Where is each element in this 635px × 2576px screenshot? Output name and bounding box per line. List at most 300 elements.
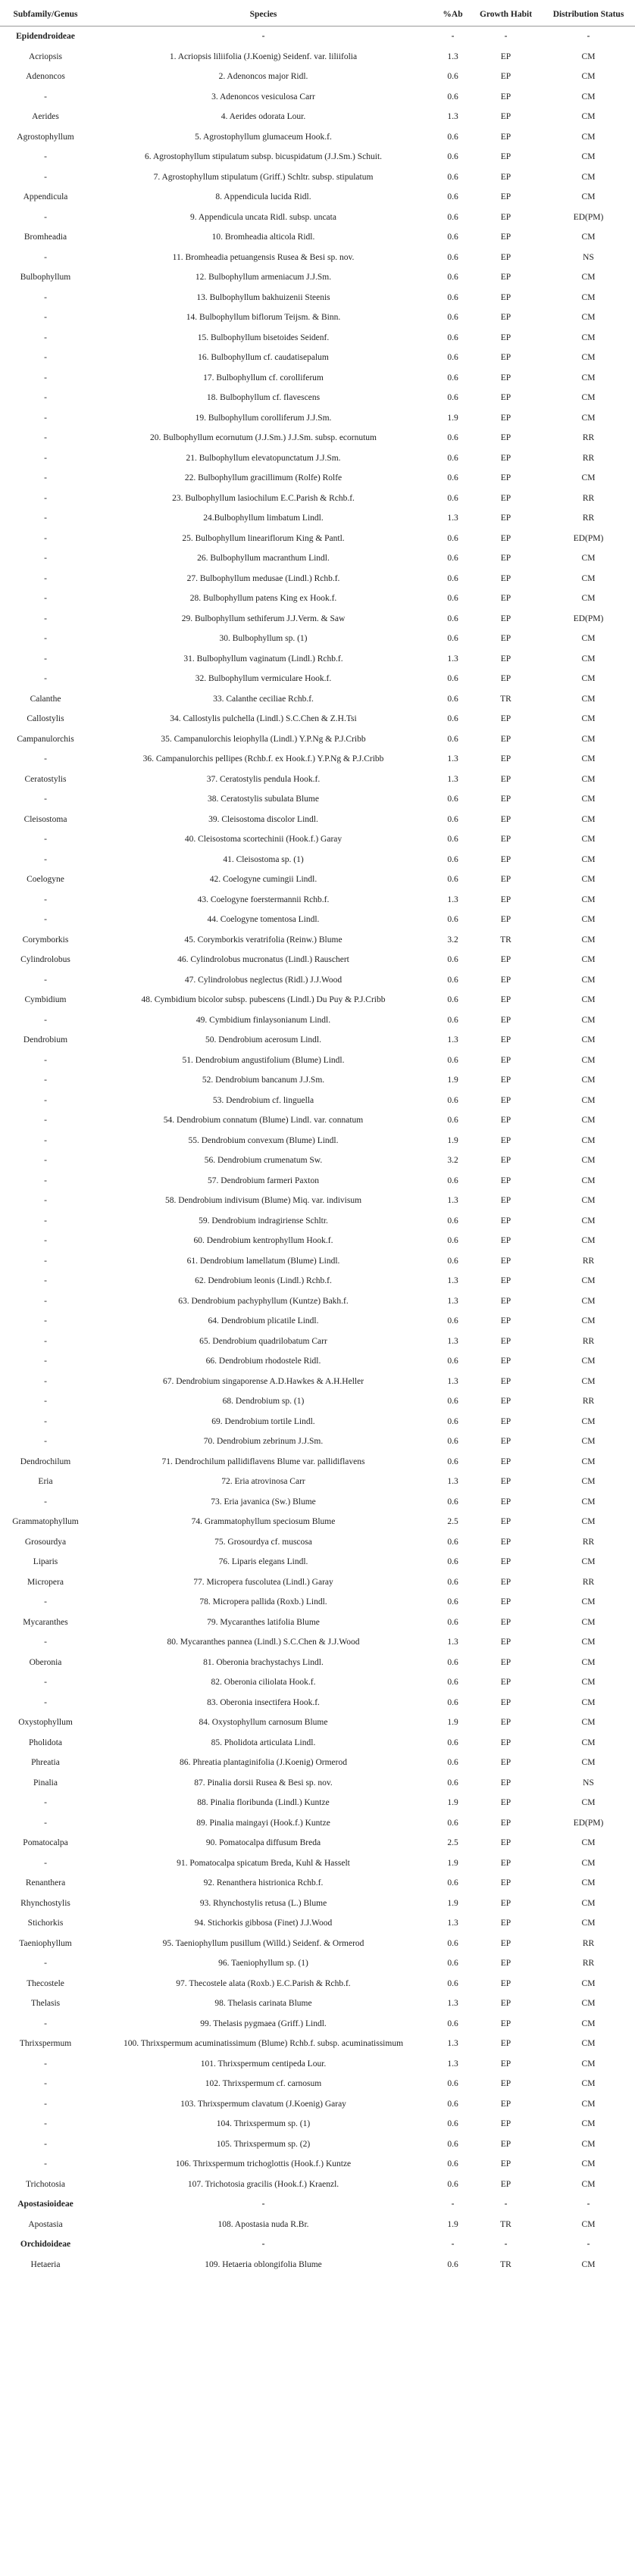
cell-species: 2. Adenoncos major Ridl. <box>218 72 308 82</box>
cell-genus: - <box>44 453 47 463</box>
cell-abundance: 0.6 <box>447 333 458 342</box>
cell-growth-habit: EP <box>500 594 511 604</box>
table-row <box>0 1894 635 1914</box>
table-row <box>0 1813 635 1834</box>
cell-species: 10. Bromheadia alticola Ridl. <box>211 233 315 242</box>
cell-genus: Bulbophyllum <box>20 273 71 283</box>
cell-distribution: CM <box>581 72 596 82</box>
cell-growth-habit: EP <box>500 1657 511 1667</box>
cell-genus: Grosourdya <box>24 1537 67 1547</box>
cell-genus: - <box>44 2119 47 2129</box>
cell-growth-habit: EP <box>500 955 511 965</box>
cell-genus: - <box>44 1336 47 1346</box>
cell-abundance: 0.6 <box>447 2179 458 2189</box>
cell-growth-habit: EP <box>500 273 511 283</box>
table-row <box>0 208 635 228</box>
table-row <box>0 1432 635 1452</box>
cell-genus: - <box>44 573 47 583</box>
cell-growth-habit: EP <box>500 1617 511 1627</box>
cell-species: 57. Dendrobium farmeri Paxton <box>208 1176 319 1185</box>
cell-species: 60. Dendrobium kentrophyllum Hook.f. <box>193 1236 333 1246</box>
cell-distribution: CM <box>581 875 596 885</box>
cell-species: 85. Pholidota articulata Lindl. <box>211 1738 316 1747</box>
cell-growth-habit: EP <box>500 1095 511 1105</box>
cell-distribution: CM <box>581 2039 596 2049</box>
cell-growth-habit: EP <box>500 1818 511 1828</box>
cell-growth-habit: EP <box>500 614 511 623</box>
cell-abundance: 0.6 <box>447 1357 458 1366</box>
table-row <box>0 1070 635 1091</box>
cell-distribution: CM <box>581 1858 596 1868</box>
cell-growth-habit: - <box>504 2240 508 2250</box>
cell-distribution: CM <box>581 694 596 704</box>
header-growth-habit: Growth Habit <box>470 3 542 27</box>
cell-abundance: 1.3 <box>447 1035 458 1045</box>
cell-genus: - <box>44 895 47 904</box>
cell-growth-habit: EP <box>500 393 511 403</box>
cell-abundance: 0.6 <box>447 533 458 543</box>
cell-abundance: 0.6 <box>447 1316 458 1326</box>
cell-genus: Thrixspermum <box>19 2039 72 2049</box>
table-row <box>0 1351 635 1372</box>
cell-abundance: 1.9 <box>447 1898 458 1908</box>
header-subfamily-genus: Subfamily/Genus <box>0 3 91 27</box>
cell-abundance: 1.3 <box>447 1296 458 1306</box>
cell-species: 73. Eria javanica (Sw.) Blume <box>211 1497 316 1507</box>
cell-distribution: CM <box>581 1738 596 1747</box>
cell-species: 38. Ceratostylis subulata Blume <box>208 795 319 804</box>
table-row <box>0 1572 635 1593</box>
table-row <box>0 2034 635 2054</box>
table-row <box>0 910 635 930</box>
cell-distribution: CM <box>581 654 596 664</box>
cell-distribution: RR <box>582 493 595 503</box>
cell-distribution: CM <box>581 895 596 904</box>
cell-growth-habit: EP <box>500 895 511 904</box>
table-row <box>0 770 635 790</box>
cell-abundance: 0.6 <box>447 2159 458 2169</box>
cell-abundance: 0.6 <box>447 1537 458 1547</box>
cell-distribution: RR <box>582 1256 595 1266</box>
cell-growth-habit: EP <box>500 875 511 885</box>
table-row <box>0 2194 635 2215</box>
cell-genus: Stichorkis <box>27 1919 64 1928</box>
table-row <box>0 1693 635 1713</box>
cell-species: 93. Rhynchostylis retusa (L.) Blume <box>199 1898 327 1908</box>
table-row <box>0 1994 635 2014</box>
table-row <box>0 2215 635 2235</box>
cell-abundance: - <box>451 32 455 42</box>
cell-abundance: 0.6 <box>447 674 458 684</box>
cell-genus: - <box>44 1798 47 1808</box>
table-row <box>0 1311 635 1332</box>
cell-species: 59. Dendrobium indragiriense Schltr. <box>199 1216 328 1226</box>
cell-growth-habit: EP <box>500 2019 511 2028</box>
cell-abundance: 0.6 <box>447 915 458 925</box>
cell-growth-habit: EP <box>500 814 511 824</box>
cell-growth-habit: EP <box>500 1336 511 1346</box>
table-row <box>0 1151 635 1171</box>
cell-growth-habit: EP <box>500 2099 511 2109</box>
cell-growth-habit: EP <box>500 1156 511 1166</box>
cell-species: 27. Bulbophyllum medusae (Lindl.) Rchb.f. <box>186 573 340 583</box>
cell-abundance: 1.3 <box>447 1336 458 1346</box>
cell-abundance: 0.6 <box>447 433 458 443</box>
cell-species: 84. Oxystophyllum carnosum Blume <box>199 1718 328 1728</box>
table-row <box>0 529 635 549</box>
cell-genus: Pinalia <box>33 1778 58 1788</box>
cell-abundance: 0.6 <box>447 1176 458 1185</box>
cell-species: 5. Agrostophyllum glumaceum Hook.f. <box>195 132 332 142</box>
cell-abundance: - <box>451 2240 455 2250</box>
cell-distribution: CM <box>581 554 596 564</box>
cell-species: 23. Bulbophyllum lasiochilum E.C.Parish & Rchb.f. <box>172 493 355 503</box>
cell-species: 1. Acriopsis liliifolia (J.Koenig) Seidenf. var. liliifolia <box>169 52 358 61</box>
cell-growth-habit: EP <box>500 212 511 222</box>
cell-distribution: CM <box>581 1437 596 1447</box>
table-row <box>0 328 635 348</box>
header-abundance: %Ab <box>436 3 470 27</box>
table-row <box>0 1271 635 1291</box>
cell-growth-habit: EP <box>500 1416 511 1426</box>
cell-genus: - <box>44 1818 47 1828</box>
cell-genus: Pomatocalpa <box>23 1838 68 1848</box>
cell-growth-habit: EP <box>500 1076 511 1085</box>
cell-growth-habit: EP <box>500 292 511 302</box>
cell-growth-habit: - <box>504 2200 508 2209</box>
cell-genus: - <box>44 1638 47 1647</box>
cell-abundance: 1.3 <box>447 1477 458 1487</box>
cell-abundance: 0.6 <box>447 634 458 644</box>
table-row <box>0 1191 635 1211</box>
cell-genus: - <box>44 2019 47 2028</box>
cell-species: 54. Dendrobium connatum (Blume) Lindl. var. connatum <box>163 1116 364 1126</box>
table-row <box>0 348 635 368</box>
cell-genus: Eria <box>38 1477 53 1487</box>
cell-genus: Trichotosia <box>26 2179 65 2189</box>
cell-genus: - <box>44 493 47 503</box>
cell-distribution: - <box>587 2200 590 2209</box>
cell-growth-habit: EP <box>500 573 511 583</box>
cell-species: 104. Thrixspermum sp. (1) <box>216 2119 311 2129</box>
cell-genus: - <box>44 1497 47 1507</box>
cell-abundance: 0.6 <box>447 1818 458 1828</box>
cell-species: 90. Pomatocalpa diffusum Breda <box>205 1838 321 1848</box>
cell-abundance: 0.6 <box>447 573 458 583</box>
cell-species: 52. Dendrobium bancanum J.J.Sm. <box>202 1076 325 1085</box>
cell-growth-habit: EP <box>500 1919 511 1928</box>
table-row <box>0 1091 635 1111</box>
cell-distribution: CM <box>581 1798 596 1808</box>
cell-genus: Renanthera <box>25 1878 66 1888</box>
cell-distribution: CM <box>581 754 596 764</box>
cell-abundance: 0.6 <box>447 2019 458 2028</box>
cell-genus: Oberonia <box>29 1657 62 1667</box>
cell-species: 32. Bulbophyllum vermiculare Hook.f. <box>195 674 332 684</box>
cell-abundance: 1.9 <box>447 2219 458 2229</box>
cell-genus: Campanulorchis <box>17 734 74 744</box>
cell-distribution: RR <box>582 1577 595 1587</box>
cell-abundance: 0.6 <box>447 353 458 363</box>
cell-distribution: CM <box>581 1316 596 1326</box>
table-row <box>0 548 635 569</box>
cell-species: 81. Oberonia brachystachys Lindl. <box>203 1657 324 1667</box>
cell-abundance: 0.6 <box>447 1497 458 1507</box>
table-row <box>0 970 635 991</box>
cell-genus: - <box>44 1397 47 1407</box>
cell-genus: Phreatia <box>31 1758 60 1768</box>
cell-growth-habit: EP <box>500 1978 511 1988</box>
cell-abundance: 0.6 <box>447 1577 458 1587</box>
cell-growth-habit: EP <box>500 1838 511 1848</box>
cell-growth-habit: EP <box>500 473 511 483</box>
cell-abundance: 0.6 <box>447 1055 458 1065</box>
cell-distribution: CM <box>581 2119 596 2129</box>
cell-species: 20. Bulbophyllum ecornutum (J.J.Sm.) J.J.Sm. subsp. ecornutum <box>150 433 377 443</box>
cell-genus: - <box>44 533 47 543</box>
cell-species: 83. Oberonia insectifera Hook.f. <box>207 1697 320 1707</box>
cell-distribution: CM <box>581 2059 596 2069</box>
cell-abundance: 0.6 <box>447 1397 458 1407</box>
cell-growth-habit: EP <box>500 533 511 543</box>
cell-growth-habit: EP <box>500 774 511 784</box>
cell-abundance: - <box>451 2200 455 2209</box>
cell-genus: Epidendroideae <box>16 32 75 42</box>
cell-abundance: 1.9 <box>447 1076 458 1085</box>
cell-distribution: CM <box>581 2099 596 2109</box>
cell-distribution: CM <box>581 1156 596 1166</box>
table-row <box>0 749 635 770</box>
cell-species: 74. Grammatophyllum speciosum Blume <box>191 1517 336 1527</box>
cell-genus: - <box>44 92 47 101</box>
cell-growth-habit: EP <box>500 1697 511 1707</box>
header-species: Species <box>91 3 436 27</box>
table-row <box>0 308 635 328</box>
cell-species: 6. Agrostophyllum stipulatum subsp. bicuspidatum (J.J.Sm.) Schuit. <box>144 152 383 162</box>
cell-species: 98. Thelasis carinata Blume <box>214 1999 312 2009</box>
cell-growth-habit: EP <box>500 1236 511 1246</box>
cell-abundance: 0.6 <box>447 152 458 162</box>
cell-genus: - <box>44 1236 47 1246</box>
cell-distribution: CM <box>581 1076 596 1085</box>
cell-distribution: CM <box>581 112 596 122</box>
cell-growth-habit: EP <box>500 433 511 443</box>
cell-growth-habit: EP <box>500 654 511 664</box>
table-row <box>0 187 635 208</box>
cell-distribution: CM <box>581 2219 596 2229</box>
cell-distribution: CM <box>581 1898 596 1908</box>
table-row <box>0 1512 635 1532</box>
cell-species: 99. Thelasis pygmaea (Griff.) Lindl. <box>200 2019 327 2028</box>
cell-growth-habit: EP <box>500 2119 511 2129</box>
cell-abundance: 0.6 <box>447 1597 458 1607</box>
cell-growth-habit: EP <box>500 714 511 724</box>
cell-species: 80. Mycaranthes pannea (Lindl.) S.C.Chen & J.J.Wood <box>167 1638 360 1647</box>
cell-growth-habit: EP <box>500 1758 511 1768</box>
cell-species: 95. Taeniophyllum pusillum (Willd.) Seidenf. & Ormerod <box>162 1938 364 1948</box>
cell-growth-habit: EP <box>500 1176 511 1185</box>
cell-distribution: RR <box>582 514 595 523</box>
cell-distribution: ED(PM) <box>573 533 604 543</box>
cell-species: 15. Bulbophyllum bisetoides Seidenf. <box>197 333 330 342</box>
cell-growth-habit: EP <box>500 1015 511 1025</box>
cell-abundance: 0.6 <box>447 473 458 483</box>
cell-growth-habit: EP <box>500 1397 511 1407</box>
cell-species: 55. Dendrobium convexum (Blume) Lindl. <box>188 1135 339 1145</box>
cell-distribution: ED(PM) <box>573 614 604 623</box>
table-row <box>0 930 635 951</box>
cell-species: 26. Bulbophyllum macranthum Lindl. <box>197 554 330 564</box>
cell-genus: - <box>44 1216 47 1226</box>
cell-growth-habit: EP <box>500 373 511 382</box>
cell-species: 64. Dendrobium plicatile Lindl. <box>208 1316 319 1326</box>
table-row <box>0 1010 635 1031</box>
cell-distribution: CM <box>581 1457 596 1466</box>
cell-abundance: 0.6 <box>447 1256 458 1266</box>
cell-distribution: RR <box>582 1397 595 1407</box>
cell-distribution: CM <box>581 1416 596 1426</box>
cell-species: 96. Taeniophyllum sp. (1) <box>218 1959 308 1969</box>
cell-growth-habit: EP <box>500 995 511 1005</box>
table-row <box>0 1773 635 1794</box>
cell-growth-habit: EP <box>500 1035 511 1045</box>
table-row <box>0 1853 635 1874</box>
cell-distribution: CM <box>581 1296 596 1306</box>
cell-distribution: CM <box>581 1617 596 1627</box>
cell-abundance: 1.3 <box>447 1196 458 1206</box>
cell-species: 68. Dendrobium sp. (1) <box>222 1397 305 1407</box>
cell-distribution: CM <box>581 313 596 323</box>
cell-abundance: 1.3 <box>447 774 458 784</box>
table-row <box>0 248 635 268</box>
cell-species: 17. Bulbophyllum cf. corolliferum <box>203 373 324 382</box>
cell-abundance: 0.6 <box>447 1216 458 1226</box>
cell-abundance: 0.6 <box>447 854 458 864</box>
cell-species: 31. Bulbophyllum vaginatum (Lindl.) Rchb.f. <box>183 654 343 664</box>
table-row <box>0 2175 635 2195</box>
table-row <box>0 1110 635 1131</box>
cell-genus: - <box>44 1196 47 1206</box>
cell-abundance: 0.6 <box>447 1738 458 1747</box>
cell-distribution: CM <box>581 1376 596 1386</box>
cell-genus: - <box>44 514 47 523</box>
cell-abundance: 0.6 <box>447 614 458 623</box>
cell-growth-habit: EP <box>500 72 511 82</box>
cell-distribution: CM <box>581 734 596 744</box>
cell-abundance: 0.6 <box>447 292 458 302</box>
table-row <box>0 1613 635 1633</box>
header-distribution-status: Distribution Status <box>542 3 635 27</box>
table-row <box>0 1051 635 1071</box>
cell-genus: Orchidoideae <box>20 2240 71 2250</box>
cell-species: 66. Dendrobium rhodostele Ridl. <box>205 1357 321 1366</box>
cell-genus: Adenoncos <box>26 72 65 82</box>
cell-growth-habit: EP <box>500 2059 511 2069</box>
cell-species: 82. Oberonia ciliolata Hook.f. <box>211 1678 316 1688</box>
cell-growth-habit: EP <box>500 333 511 342</box>
cell-genus: - <box>44 2139 47 2149</box>
table-row <box>0 87 635 108</box>
cell-distribution: CM <box>581 152 596 162</box>
cell-species: 16. Bulbophyllum cf. caudatisepalum <box>198 353 329 363</box>
table-row <box>0 1171 635 1191</box>
cell-growth-habit: EP <box>500 313 511 323</box>
cell-genus: - <box>44 1357 47 1366</box>
cell-growth-habit: EP <box>500 1256 511 1266</box>
cell-genus: Taeniophyllum <box>19 1938 72 1948</box>
cell-species: 56. Dendrobium crumenatum Sw. <box>204 1156 323 1166</box>
cell-growth-habit: EP <box>500 1216 511 1226</box>
table-row <box>0 789 635 810</box>
cell-growth-habit: EP <box>500 413 511 423</box>
cell-distribution: - <box>587 2240 590 2250</box>
cell-genus: - <box>44 1697 47 1707</box>
cell-growth-habit: EP <box>500 1718 511 1728</box>
cell-abundance: 0.6 <box>447 313 458 323</box>
cell-growth-habit: EP <box>500 835 511 845</box>
cell-distribution: CM <box>581 1638 596 1647</box>
cell-distribution: CM <box>581 814 596 824</box>
cell-genus: Mycaranthes <box>23 1617 68 1627</box>
cell-genus: Cleisostoma <box>23 814 67 824</box>
table-row <box>0 1452 635 1472</box>
cell-species: 78. Micropera pallida (Roxb.) Lindl. <box>199 1597 327 1607</box>
cell-species: 35. Campanulorchis leiophylla (Lindl.) Y.P.Ng & P.J.Cribb <box>161 734 366 744</box>
cell-species: 24.Bulbophyllum limbatum Lindl. <box>203 514 324 523</box>
cell-genus: - <box>44 413 47 423</box>
cell-genus: - <box>44 795 47 804</box>
cell-distribution: CM <box>581 774 596 784</box>
table-row <box>0 508 635 529</box>
cell-genus: - <box>44 2059 47 2069</box>
cell-abundance: 0.6 <box>447 1778 458 1788</box>
table-row <box>0 629 635 649</box>
cell-species: 72. Eria atrovinosa Carr <box>221 1477 305 1487</box>
cell-growth-habit: EP <box>500 152 511 162</box>
table-row <box>0 729 635 750</box>
cell-genus: - <box>44 854 47 864</box>
cell-species: 9. Appendicula uncata Ridl. subsp. uncata <box>190 212 336 222</box>
cell-distribution: CM <box>581 1697 596 1707</box>
cell-growth-habit: EP <box>500 1477 511 1487</box>
cell-distribution: CM <box>581 172 596 182</box>
cell-growth-habit: EP <box>500 2179 511 2189</box>
table-row <box>0 829 635 850</box>
cell-abundance: 0.6 <box>447 132 458 142</box>
cell-genus: Calanthe <box>30 694 61 704</box>
cell-abundance: 3.2 <box>447 935 458 945</box>
cell-genus: - <box>44 1276 47 1286</box>
table-row <box>0 267 635 288</box>
cell-distribution: CM <box>581 1095 596 1105</box>
cell-abundance: 0.6 <box>447 1617 458 1627</box>
cell-species: 7. Agrostophyllum stipulatum (Griff.) Schltr. subsp. stipulatum <box>153 172 374 182</box>
cell-species: 65. Dendrobium quadrilobatum Carr <box>199 1336 327 1346</box>
cell-species: 36. Campanulorchis pellipes (Rchb.f. ex Hook.f.) Y.P.Ng & P.J.Cribb <box>142 754 384 764</box>
cell-species: 41. Cleisostoma sp. (1) <box>223 854 304 864</box>
cell-genus: Rhynchostylis <box>20 1898 70 1908</box>
cell-genus: Aerides <box>32 112 59 122</box>
cell-distribution: CM <box>581 1517 596 1527</box>
cell-growth-habit: EP <box>500 1778 511 1788</box>
cell-distribution: CM <box>581 393 596 403</box>
cell-growth-habit: EP <box>500 1437 511 1447</box>
table-row <box>0 990 635 1010</box>
cell-distribution: CM <box>581 473 596 483</box>
table-row <box>0 2234 635 2255</box>
cell-genus: - <box>44 373 47 382</box>
cell-growth-habit: EP <box>500 1457 511 1466</box>
